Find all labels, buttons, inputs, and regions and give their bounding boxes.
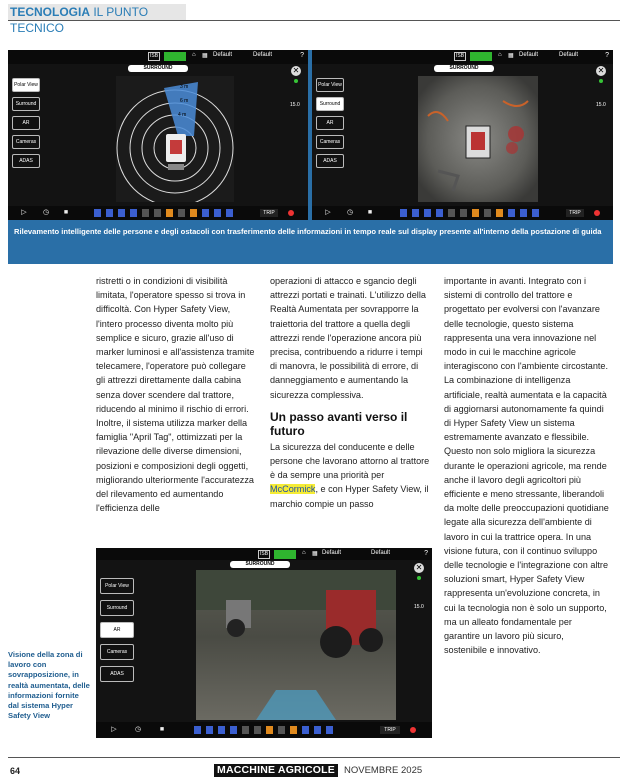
status-green: [470, 52, 492, 61]
column-1-text: ristretti o in condizioni di visibilità limitata, l'operatore spesso si trova in difficoltà. Con Hyper Safety View, l'intero processo diventa molto più semplice e sicuro, grazie all'uso di marker luminosi e all'assistenza tramite telecamere, l'operatore può collegare gli attrezzi direttamente dalla cabina senza dover scendere dal trattore, riducendo al minimo il rischio di errori. Inoltre, il sistema utilizza marker della famiglia "April Tag", ottimizzati per la rilevazione delle diverse dimensioni, posizioni e composizioni degli oggetti, migliorando ulteriormente l'accuratezza del rilevamento ed aumentando l'efficienza delle: [96, 276, 255, 514]
menu-ar[interactable]: AR: [100, 622, 134, 638]
function-icon[interactable]: [190, 209, 197, 217]
function-icon[interactable]: [206, 726, 213, 734]
clock-icon[interactable]: ◷: [346, 209, 354, 216]
function-icon[interactable]: [214, 209, 221, 217]
user-default-label[interactable]: Default: [371, 550, 391, 556]
mode-pill: SURROUND: [128, 65, 188, 72]
column-2-paragraph-1: operazioni di attacco e sgancio degli attrezzi portati e trainati. L'utilizzo della Realtà Aumentata per sovrapporre la traiettoria del trattore a quella degli attrezzi rende l'operazione ancora più precisa, contribuendo a ridurre i tempi di manovra, le possibilità di errore, di danneggiamento e aumentando la sicurezza complessiva.: [270, 276, 426, 400]
menu-ar[interactable]: AR: [316, 116, 344, 130]
status-dot: [599, 79, 603, 83]
function-icon[interactable]: [326, 726, 333, 734]
function-icon[interactable]: [508, 209, 515, 217]
distance-label-2: 6 m: [180, 98, 189, 104]
function-icon[interactable]: [290, 726, 297, 734]
isb-badge: ISB: [149, 53, 159, 59]
default-profile-label[interactable]: Default: [519, 52, 539, 58]
ar-camera-image: [196, 570, 396, 720]
section-header: [8, 4, 620, 35]
menu-cameras[interactable]: Cameras: [100, 644, 134, 660]
article-column-1: [96, 274, 256, 515]
paragraph-2-end: , e con Hyper Safety View, il marchio compie un passo: [270, 484, 429, 509]
menu-polar-view[interactable]: Polar View: [316, 78, 344, 92]
function-icon[interactable]: [194, 726, 201, 734]
function-icon[interactable]: [226, 209, 233, 217]
trip-button[interactable]: TRIP: [566, 209, 584, 217]
record-icon[interactable]: [410, 727, 416, 733]
function-icon[interactable]: [142, 209, 149, 217]
user-default-label[interactable]: Default: [253, 52, 273, 58]
ar-camera-view: [196, 570, 396, 720]
menu-polar-view[interactable]: Polar View: [12, 78, 40, 92]
function-icon[interactable]: [242, 726, 249, 734]
screen-bottom-bar: [8, 206, 308, 220]
issue-date: NOVEMBRE 2025: [344, 765, 423, 776]
display-polar-view: [8, 50, 308, 220]
grid-icon[interactable]: ▦: [202, 53, 208, 59]
user-default-label[interactable]: Default: [559, 52, 579, 58]
stop-icon[interactable]: ■: [367, 209, 373, 216]
speed-readout: 15.0: [414, 604, 424, 610]
speed-readout: 15.0: [596, 102, 606, 108]
menu-surround[interactable]: Surround: [100, 600, 134, 616]
top-figure: [8, 50, 613, 264]
function-icon[interactable]: [532, 209, 539, 217]
section-tag: [8, 4, 186, 35]
bottom-figure-ar-view: [96, 548, 432, 738]
function-icon[interactable]: [314, 726, 321, 734]
page-number: 64: [10, 766, 21, 776]
surround-camera-view: [418, 76, 538, 202]
default-profile-label[interactable]: Default: [213, 52, 233, 58]
clock-icon[interactable]: ◷: [134, 726, 142, 733]
function-icon[interactable]: [218, 726, 225, 734]
close-icon[interactable]: ✕: [597, 66, 605, 75]
camera-icon[interactable]: ▷: [21, 209, 27, 216]
screen-top-bar: [96, 548, 432, 560]
speed-readout: 15.0: [290, 102, 300, 108]
function-icon[interactable]: [278, 726, 285, 734]
bottom-figure-caption: Visione della zona di lavoro con sovrapposizione, in realtà aumentata, delle informazioni fornite dal sistema Hyper Safety View: [8, 650, 90, 721]
close-icon[interactable]: ✕: [292, 66, 300, 75]
section-subtitle: IL PUNTO TECNICO: [10, 5, 149, 35]
trip-button[interactable]: TRIP: [260, 209, 278, 217]
record-icon[interactable]: [288, 210, 294, 216]
function-icon[interactable]: [94, 209, 101, 217]
status-green: [274, 550, 296, 559]
mode-pill: SURROUND: [434, 65, 494, 72]
screen-top-bar: [312, 50, 613, 64]
menu-surround[interactable]: Surround: [316, 97, 344, 111]
function-icon[interactable]: [118, 209, 125, 217]
function-icon[interactable]: [166, 209, 173, 217]
magazine-footer: [214, 764, 422, 777]
function-icon[interactable]: [154, 209, 161, 217]
function-icon[interactable]: [266, 726, 273, 734]
article-column-2: [270, 274, 432, 511]
home-icon[interactable]: ⌂: [498, 52, 502, 58]
clock-icon[interactable]: ◷: [42, 209, 50, 216]
function-icon[interactable]: [484, 209, 491, 217]
screen-top-bar: [8, 50, 308, 64]
function-icon[interactable]: [448, 209, 455, 217]
menu-surround[interactable]: Surround: [12, 97, 40, 111]
function-icon[interactable]: [202, 209, 209, 217]
trip-button[interactable]: TRIP: [380, 726, 400, 734]
function-icon[interactable]: [472, 209, 479, 217]
grid-icon[interactable]: ▦: [312, 551, 318, 557]
column-3-text: importante in avanti. Integrato con i sistemi di controllo del trattore e progettato per evolversi con l'avanzare delle tecnologie, questo sistema rappresenta una vera innovazione nel modo in cui le macchine agricole interagiscono con l'ambiente circostante. La combinazione di intelligenza artificiale, realtà aumentata e la capacità di aggiornarsi autonomamente fa quindi di Hyper Safety View un sistema estremamente avanzato e flessibile. Questo non solo migliora la sicurezza durante le operazioni agricole, ma rende anche il lavoro degli agricoltori più efficiente e meno stressante, liberandoli da molte delle preoccupazioni quotidiane legate alla sicurezza dell'ambiente di lavoro in cui la trattrice opera. In una visione futura, con il continuo sviluppo delle tecnologie e l'integrazione con altre soluzioni smart, Hyper Safety View rappresenta un'evoluzione concreta, in cui la tecnologia non è solo un supporto, ma un alleato fondamentale per garantire un lavoro più sicuro, sostenibile e innovativo.: [444, 276, 609, 656]
stop-icon[interactable]: ■: [63, 209, 69, 216]
top-figure-caption: Rilevamento intelligente delle persone e degli ostacoli con trasferimento delle informazioni in tempo reale sul display presente all'interno della postazione di guida: [14, 227, 602, 236]
home-icon[interactable]: ⌂: [192, 52, 196, 58]
menu-cameras[interactable]: Cameras: [316, 135, 344, 149]
menu-adas[interactable]: ADAS: [316, 154, 344, 168]
status-dot: [417, 576, 421, 580]
distance-label-1: 3 m: [180, 84, 189, 90]
menu-ar[interactable]: AR: [12, 116, 40, 130]
function-icon[interactable]: [460, 209, 467, 217]
function-icon[interactable]: [178, 209, 185, 217]
menu-adas[interactable]: ADAS: [100, 666, 134, 682]
camera-icon[interactable]: ▷: [111, 726, 117, 733]
close-icon[interactable]: ✕: [415, 563, 423, 572]
isb-badge: ISB: [455, 53, 465, 59]
function-icon[interactable]: [230, 726, 237, 734]
function-icon[interactable]: [302, 726, 309, 734]
function-icon[interactable]: [424, 209, 431, 217]
function-icon[interactable]: [254, 726, 261, 734]
record-icon[interactable]: [594, 210, 600, 216]
polar-radar-view: [116, 76, 234, 202]
function-icon[interactable]: [520, 209, 527, 217]
article-column-3: [444, 274, 609, 657]
help-icon[interactable]: ?: [605, 52, 609, 59]
paragraph-2-start: La sicurezza del conducente e delle persone che lavorano attorno al trattore è da sempre una priorità per: [270, 441, 430, 481]
stop-icon[interactable]: ■: [159, 726, 165, 733]
distance-label-3: 4 m: [178, 112, 187, 118]
function-icon[interactable]: [496, 209, 503, 217]
radar-rings: [116, 76, 234, 202]
grid-icon[interactable]: ▦: [508, 53, 514, 59]
menu-polar-view[interactable]: Polar View: [100, 578, 134, 594]
mode-pill: SURROUND: [230, 561, 290, 568]
section-title: TECNOLOGIA: [10, 5, 90, 19]
function-icon[interactable]: [106, 209, 113, 217]
magazine-title: MACCHINE AGRICOLE: [214, 764, 338, 777]
menu-cameras[interactable]: Cameras: [12, 135, 40, 149]
subheading: Un passo avanti verso il futuro: [270, 409, 408, 438]
camera-icon[interactable]: ▷: [325, 209, 331, 216]
function-icon[interactable]: [412, 209, 419, 217]
help-icon[interactable]: ?: [300, 52, 304, 59]
function-icon[interactable]: [130, 209, 137, 217]
mccormick-highlight: McCormick: [270, 484, 316, 495]
column-2-paragraph-2: [270, 440, 432, 511]
status-green: [164, 52, 186, 61]
display-surround-view: [312, 50, 613, 220]
function-icon[interactable]: [400, 209, 407, 217]
default-profile-label[interactable]: Default: [322, 550, 342, 556]
footer-rule: [8, 757, 620, 758]
home-icon[interactable]: ⌂: [302, 550, 306, 556]
function-icon[interactable]: [436, 209, 443, 217]
help-icon[interactable]: ?: [424, 550, 428, 557]
screen-bottom-bar: [312, 206, 613, 220]
menu-adas[interactable]: ADAS: [12, 154, 40, 168]
status-dot: [294, 79, 298, 83]
birdseye-image: [418, 76, 538, 202]
screen-bottom-bar: [96, 722, 432, 738]
isb-badge: ISB: [259, 551, 269, 557]
